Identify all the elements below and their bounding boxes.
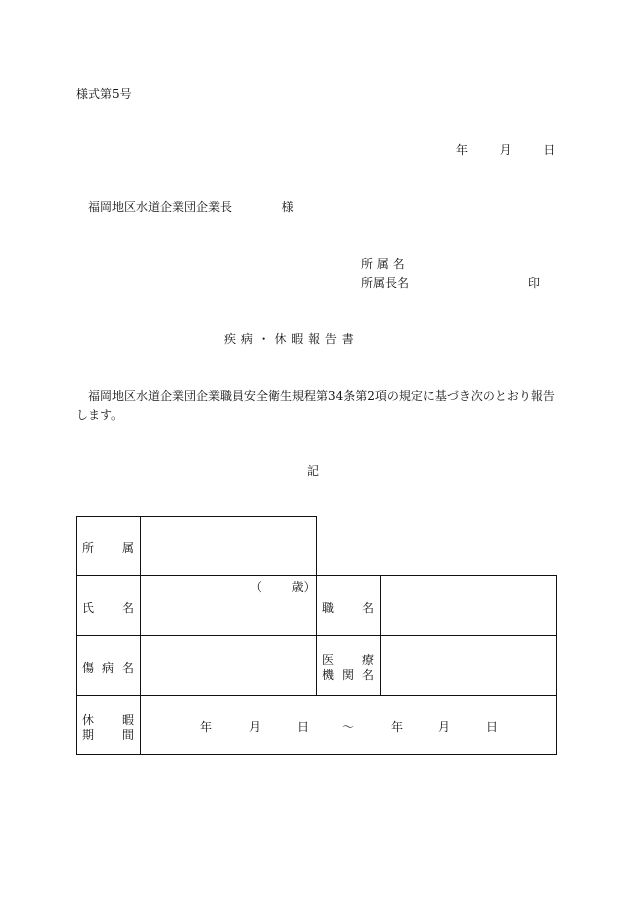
- dept-label: 所 属 名: [361, 257, 405, 271]
- date-year-label: 年: [456, 143, 469, 157]
- illness-label-char: 病: [101, 661, 114, 675]
- addressee-name: 福岡地区水道企業団企業長: [88, 200, 233, 214]
- medical-label-char: 名: [361, 668, 374, 682]
- name-label: [82, 599, 134, 616]
- table-line: [76, 754, 557, 755]
- period-month-to: 月: [438, 720, 451, 734]
- leave-label-char: 間: [121, 728, 134, 742]
- affiliation-label-char: 所: [82, 541, 95, 555]
- period-day-to: 日: [486, 720, 499, 734]
- medical-label-char: 療: [361, 653, 374, 667]
- addressee: [88, 198, 294, 215]
- period-year-from: 年: [200, 720, 213, 734]
- date-day-label: 日: [543, 143, 556, 157]
- job-label-char: 職: [322, 601, 335, 615]
- name-label-char: 名: [121, 601, 134, 615]
- period-day-from: 日: [297, 720, 310, 734]
- table-line: [380, 575, 381, 695]
- table-line: [76, 516, 316, 517]
- illness-label-char: 傷: [82, 661, 95, 675]
- table-line: [76, 516, 77, 755]
- seal-label: 印: [528, 276, 541, 290]
- addressee-honorific: 様: [281, 200, 294, 214]
- form-number: 様式第5号: [76, 87, 132, 101]
- period-year-to: 年: [391, 720, 404, 734]
- leave-label-char: 休: [82, 713, 95, 727]
- body-text: 福岡地区水道企業団企業職員安全衛生規程第34条第2項の規定に基づき次のとおり報告します。: [76, 389, 555, 422]
- document-title: 疾 病 ・ 休 暇 報 告 書: [224, 332, 355, 346]
- illness-label-char: 名: [121, 661, 134, 675]
- job-label: [322, 599, 374, 616]
- medical-label-char: 関: [341, 668, 354, 682]
- age-field: [250, 578, 316, 595]
- age-close: 歳）: [291, 580, 316, 594]
- name-label-char: 氏: [82, 601, 95, 615]
- affiliation-label-char: 属: [121, 541, 134, 555]
- leave-label-char: 暇: [121, 713, 134, 727]
- leave-label-char: 期: [82, 728, 95, 742]
- table-line: [316, 516, 317, 695]
- period-tilde: ～: [342, 720, 355, 734]
- illness-label: [82, 659, 134, 676]
- head-label: 所属長名: [361, 276, 410, 290]
- medical-label-line2: [322, 666, 374, 683]
- table-line: [140, 516, 141, 755]
- affiliation-label: [82, 539, 134, 556]
- table-line: [556, 575, 557, 755]
- date-month-label: 月: [499, 143, 512, 157]
- age-open: （: [250, 580, 263, 594]
- table-line: [76, 695, 556, 696]
- ki-label: 記: [307, 464, 320, 478]
- medical-label-char: 医: [322, 653, 335, 667]
- medical-label-char: 機: [322, 668, 335, 682]
- leave-label-line2: [82, 726, 134, 743]
- date-line: [456, 141, 555, 158]
- period-month-from: 月: [249, 720, 262, 734]
- job-label-char: 名: [361, 601, 374, 615]
